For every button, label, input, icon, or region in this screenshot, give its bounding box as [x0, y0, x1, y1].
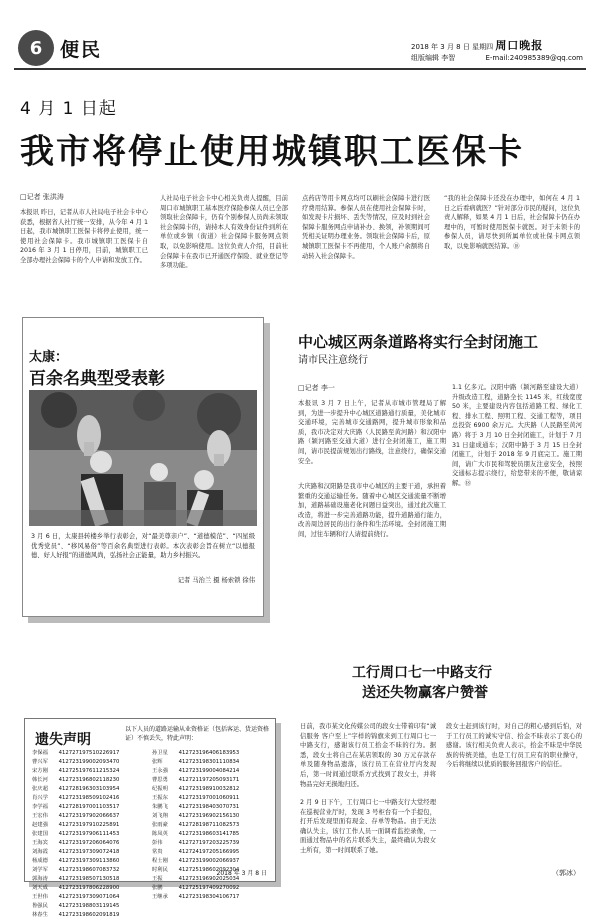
- lost-id-cell: 412728198711082573: [178, 822, 240, 828]
- lost-id-cell: 412725198602092304: [178, 867, 240, 873]
- lost-name-cell: 曹兴军: [32, 759, 48, 765]
- table-row: [31, 911, 271, 920]
- table-row: [31, 767, 271, 776]
- bank-headline-2: 送还失物赢客户赞誉: [362, 685, 488, 701]
- table-row: [31, 812, 271, 821]
- lost-name-cell: 李保福: [32, 750, 48, 756]
- lost-id-cell: 412728197001103517: [58, 804, 120, 810]
- lost-name-cell: 郭海涛: [32, 876, 48, 882]
- lost-name-cell: 韩长河: [32, 777, 48, 783]
- lost-id-cell: 412723198403070731: [178, 804, 240, 810]
- lost-id-cell: 412723197309071064: [58, 894, 120, 900]
- lost-id-cell: 412725197611215324: [58, 768, 120, 774]
- lost-id-cell: 412723197902066637: [58, 813, 120, 819]
- table-row: [31, 848, 271, 857]
- bank-column-1: 日前，我市某文化传媒公司的段女士带着印有“诚信服务 客户至上”字样的锦旗来到工行周口七一中路支行，感谢该行员工拾金不昧的行为。据悉，段女士将自己在某店领取的 30 万元存款存单及随身物品遗落，该行员工在营业厅内发现后，第一时间通过联系方式找到了段女士，并将物品完好无损地归还。: [300, 723, 436, 788]
- header-rule: [14, 68, 586, 70]
- bank-column-3: 段女士赶到该行时，对自己的粗心感到后怕，对于工行员工的诚实守信、拾金不昧表示了衷心的感谢。该行相关负责人表示，拾金不昧是中华民族的传统美德，也是工行员工应有的职业操守，今后将继续以优质的服务回报客户的信任。: [446, 723, 582, 769]
- table-row: [31, 785, 271, 794]
- table-row: [31, 821, 271, 830]
- lost-id-cell: 412723196902025034: [178, 876, 240, 882]
- lost-id-cell: 412723199004084214: [178, 768, 240, 774]
- lead-headline: 我市将停止使用城镇职工医保卡: [20, 132, 524, 172]
- bank-column-2: 2 月 9 日下午，工行周口七一中路支行大堂经理在巡视营业厅时，发现 3 号柜台有一个手提包，打开后发现里面有现金、存单等物品。由于无法确认失主，该行工作人员一面调看监控录像，一面通过物品中的名片联系失主，最终确认为段女士所有，第一时间联系了她。: [300, 799, 436, 854]
- photo-story-title: 百余名典型受表彰: [29, 369, 165, 389]
- lost-name-cell: 王永强: [151, 768, 168, 774]
- lead-column-1: 本报讯 昨日，记者从市人社局电子社会卡中心获悉，根据省人社厅统一安排，从今年 4 月 1 日起，我市城镇职工医保卡将停止使用，统一使用社会保障卡。我市城镇职工医保卡自 2016 年 3 月 1 日停用，目前，城镇职工已全部办理社会保障卡的个人申请和发放工作。: [20, 209, 148, 264]
- lead-column-2: 人社局电子社会卡中心相关负责人提醒，目前周口市城镇职工基本医疗保险参保人员已全部领取社会保障卡，仍有个别参保人员尚未领取社会保障卡的，请持本人有效身份证件到所在单位或乡镇（街道）社会保障卡服务网点领取，以免影响使用。这位负责人介绍，目前社会保障卡在我市已开通医疗保险、就业登记等多项功能。: [160, 195, 288, 270]
- lost-name-cell: 王宏伟: [32, 813, 48, 819]
- lost-id-cell: [178, 902, 271, 911]
- table-row: [31, 776, 271, 785]
- bank-headline-1: 工行周口七一中路支行: [352, 665, 492, 681]
- lost-name-cell: 李学福: [32, 804, 48, 810]
- photo-story-box: [22, 317, 264, 617]
- lost-id-cell: 412723196902156130: [178, 813, 240, 819]
- lost-id-cell: 412723197309072418: [58, 849, 120, 855]
- lost-id-cell: 412727197510226917: [58, 750, 120, 756]
- email: E-mail:240985389@qq.com: [485, 54, 583, 62]
- table-row: [31, 749, 271, 758]
- lost-name-cell: 王振东: [151, 795, 168, 801]
- lost-name-cell: 杨成德: [32, 858, 48, 864]
- lead-column-3: 点药店等用卡网点均可以刷社会保障卡进行医疗费用结算。参保人员在使用社会保障卡时，如发现卡片损坏、丢失等情况，应及时到社会保障卡服务网点申请补办、换领，补领期间可凭相关证明办理业务。领取社会保障卡后，原城镇职工医保卡不再使用，个人账户余额将自动转入社会保障卡。: [302, 195, 430, 260]
- lost-name-cell: 张辉: [151, 759, 163, 765]
- table-row: [31, 902, 271, 911]
- photo-caption: 3 月 6 日，太康县转楼乡举行表彰会，对“最美尊亲户”、“道德模范”、“四星级优秀党员”、“移风易俗”等百余名典型进行表彰。本次表彰会旨在树立“以德报德、好人好报”的道德风尚，弘扬社会正能量，助力乡村振兴。: [31, 533, 255, 559]
- traffic-column-1: 本报讯 3 月 7 日上午，记者从市城市管理局了解到，为进一步提升中心城区道路通行质量，美化城市交通环境，完善城市交通路网，提升城市形象和品质，我市决定对大庆路（人民路至黄河路）和汉阳中路（颍河路至交通大道）进行全封闭施工，施工期间，请市民提前规划出行路线，注意绕行，确保交通安全。: [298, 400, 446, 465]
- lost-id-cell: 412723198507130518: [58, 876, 120, 882]
- lost-name-cell: 张建国: [32, 831, 48, 837]
- lost-name-cell: 张雨豪: [151, 822, 168, 828]
- page-number-badge: [18, 30, 54, 66]
- lost-name-cell: 刘天成: [32, 885, 48, 891]
- table-row: [31, 758, 271, 767]
- lost-id-cell: 412728196303103954: [58, 786, 120, 792]
- lead-subhead: 4 月 1 日起: [20, 99, 117, 119]
- lost-name-cell: 赵建强: [32, 822, 48, 828]
- lost-name-cell: 王继承: [151, 894, 168, 900]
- lost-id-cell: 412723198603141785: [178, 831, 240, 837]
- lost-id-cell: 412721197205093171: [178, 777, 240, 783]
- lost-id-cell: 412723196802118230: [58, 777, 120, 783]
- table-row: [31, 830, 271, 839]
- lost-id-cell: 412725197409270092: [178, 885, 240, 891]
- lost-id-cell: 412727197203225739: [178, 840, 240, 846]
- table-row: [31, 857, 271, 866]
- lost-name-cell: 曹思勇: [151, 777, 168, 783]
- lost-name-cell: 肖兴学: [32, 795, 48, 801]
- lead-column-4: “我的社会保障卡还没在办理中，如何在 4 月 1 日之后看病就医？”针对部分市民的疑问，这位负责人解释，如果 4 月 1 日后，社会保障卡仍在办理中的，可暂时使用医保卡就医。对于未领卡的参保人员，请尽快到所属单位或社保卡网点领取，以免影响就医结算。⑱: [444, 195, 580, 250]
- photo-credit: 记者 马治兰 摄 杨索锁 徐伟: [177, 577, 255, 584]
- table-row: [31, 794, 271, 803]
- lost-notice-intro: 以下人员的道路运输从业资格证（包括客运、货运资格证）不慎丢失，特此声明：: [125, 726, 270, 742]
- lost-name-cell: 刘海霞: [32, 849, 48, 855]
- bank-signature: （郭冰）: [552, 869, 580, 877]
- date-line: 2018 年 3 月 8 日 星期四: [411, 43, 494, 51]
- lost-id-cell: 412723198602091819: [58, 912, 120, 918]
- lead-byline: □记者 张洪涛: [20, 193, 64, 201]
- lost-name-cell: 陈凤英: [151, 831, 168, 837]
- lost-id-cell: 412723198301110834: [178, 759, 240, 765]
- brand-logo: 周口晚报: [495, 39, 544, 52]
- lost-id-cell: 412723198607083732: [58, 867, 120, 873]
- lost-name-cell: 张庆超: [32, 786, 48, 792]
- lost-notice-date: 2018 年 3 月 8 日: [216, 870, 267, 877]
- lost-id-cell: 412723197309113860: [58, 858, 120, 864]
- lost-id-cell: 412723198910032812: [178, 786, 240, 792]
- lost-name-cell: 王海宾: [32, 840, 48, 846]
- table-row: [31, 803, 271, 812]
- page-number: 6: [29, 37, 43, 59]
- lost-notice-box: [24, 718, 276, 918]
- lost-name-cell: [151, 902, 178, 911]
- lost-id-cell: [178, 911, 271, 920]
- traffic-column-2: 大庆路和汉阳路是我市中心城区的主要干道，承担着繁重的交通运输任务。随着中心城区交通流量不断增加，道路基础设施老化问题日益突出，通过此次施工改造，将进一步完善道路功能，提升道路通行能力，改善周边居民的出行条件和生活环境。全封闭施工期间，过往车辆和行人请提前绕行。: [298, 483, 446, 538]
- editor-line: 组版编辑 李智: [411, 54, 456, 62]
- lost-name-cell: 宋方刚: [32, 768, 48, 774]
- lost-name-cell: 王振: [151, 876, 163, 882]
- lost-id-cell: 412723196406183953: [178, 750, 240, 756]
- lost-id-cell: 412724197205166995: [178, 849, 240, 855]
- lost-id-cell: 412723199002093470: [58, 759, 120, 765]
- lost-id-cell: 412723198509102416: [58, 795, 120, 801]
- section-title: 便民: [60, 39, 103, 61]
- lost-id-cell: 412723197001060911: [178, 795, 240, 801]
- traffic-subhead: 请市民注意绕行: [298, 355, 368, 366]
- traffic-column-3: 1.1 亿多元。汉阳中路（颍河路至建设大道）升级改造工程，道路全长 1145 米，红线宽度 50 米，主要建设内容包括道路工程、绿化工程、排水工程、照明工程、交通工程等，项目总投资 6900 余万元。大庆路（人民路至黄河路）将于 3 月 10 日全封闭施工，计划于 7 月 31 日建成通车；汉阳中路于 3 月 15 日全封闭施工，计划于 2018 年 9 月底完工。施工期间，请广大市民和驾驶员朋友注意安全，按照交通标志提示绕行，给您带来的不便，敬请谅解。⑱: [452, 384, 582, 487]
- table-row: [31, 839, 271, 848]
- lost-id-cell: 412723199002066937: [178, 858, 240, 864]
- lost-name-cell: 王世伟: [32, 894, 48, 900]
- masthead-info: [411, 40, 586, 64]
- photo-story-kicker: 太康：: [29, 350, 69, 365]
- lost-name-cell: 刘学军: [32, 867, 48, 873]
- lost-name-cell: 时利民: [151, 867, 168, 873]
- lost-name-cell: 鲁强民: [32, 903, 48, 909]
- award-ceremony-photo: [29, 390, 257, 526]
- lost-name-cell: 程士刚: [151, 858, 168, 864]
- lost-id-cell: 412723198304106717: [178, 894, 240, 900]
- lost-id-cell: 412723197206064076: [58, 840, 120, 846]
- lost-name-cell: 纪振明: [151, 786, 168, 792]
- lost-notice-title: 遗失声明: [35, 732, 91, 748]
- lost-name-cell: 彭伟: [151, 840, 163, 846]
- traffic-headline: 中心城区两条道路将实行全封闭施工: [298, 333, 539, 351]
- lost-name-cell: 朱鹏飞: [151, 804, 168, 810]
- lost-notice-table: [31, 749, 271, 920]
- lost-name-cell: 常贵: [151, 849, 163, 855]
- traffic-byline: □记者 李一: [298, 384, 335, 392]
- lost-id-cell: 412723198803119145: [58, 903, 120, 909]
- lost-id-cell: 412723197906111453: [58, 831, 120, 837]
- lost-id-cell: 412723197806228900: [58, 885, 120, 891]
- lost-id-cell: 412723197910225891: [58, 822, 120, 828]
- lost-name-cell: 张鹏: [151, 885, 163, 891]
- lost-name-cell: 孙卫星: [151, 750, 168, 756]
- lost-name-cell: 林春生: [32, 912, 48, 918]
- lost-name-cell: [151, 911, 178, 920]
- lost-name-cell: 刘飞翔: [151, 813, 168, 819]
- table-row: [31, 893, 271, 902]
